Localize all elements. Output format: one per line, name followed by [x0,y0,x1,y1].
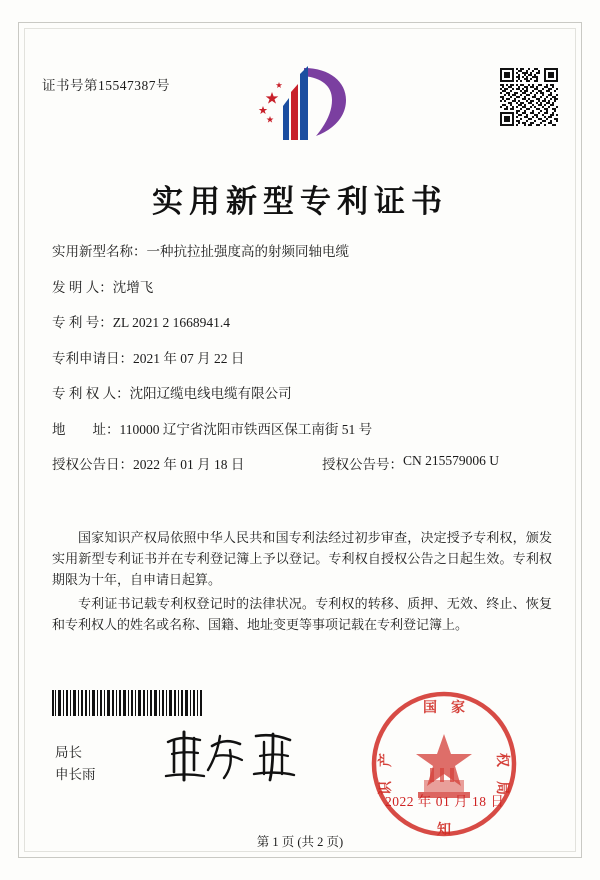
page-footer: 第 1 页 (共 2 页) [256,835,344,849]
field-row-name [52,240,552,260]
legal-text-block [52,527,552,638]
cnipa-logo-icon [246,62,354,146]
svg-text:国 家: 国 家 [423,701,465,716]
seal-date: 2022 年 01 月 18 日 [385,794,505,809]
barcode [52,690,202,716]
svg-text:权 局: 权 局 [494,753,509,795]
page-title: 实用新型专利证书 [152,184,448,219]
certificate-number: 证书号第15547387号 [42,78,170,93]
svg-text:识 产: 识 产 [379,753,394,795]
field-label-application-date: 专利申请日： [52,350,133,366]
field-value-inventor: 沈增飞 [112,279,154,295]
field-label-patent-number: 专 利 号： [52,315,113,330]
field-row-grant [52,453,552,473]
field-value-patent-number: ZL 2021 2 1668941.4 [112,315,230,330]
official-seal [368,688,520,840]
field-row-address [52,418,552,438]
field-value-patentee: 沈阳辽缆电线电缆有限公司 [129,386,292,401]
field-label-announcement-number: 授权公告号： [322,457,403,472]
field-value-utility-model-name: 一种抗拉扯强度高的射频同轴电缆 [146,244,349,259]
field-label-announcement-date: 授权公告日： [52,457,133,472]
field-row-application-date [52,347,552,367]
field-row-patentee [52,382,552,402]
signature-labels [55,742,96,786]
field-row-patent-number [52,311,552,331]
qr-code [500,68,558,126]
signature-role: 局长 [55,745,82,760]
handwritten-signature [160,726,300,788]
legal-paragraph-2: 专利证书记载专利权登记时的法律状况。专利权的转移、质押、无效、终止、恢复和专利权人的姓名或名称、国籍、地址变更等事项记载在专利登记簿上。 [52,596,552,632]
field-label-utility-model-name: 实用新型名称： [52,244,147,259]
field-value-application-date: 2021 年 07 月 22 日 [133,350,245,366]
field-label-patentee: 专 利 权 人： [52,386,130,401]
svg-text:知: 知 [437,823,451,838]
fields-block [52,240,552,489]
signature-name: 申长雨 [55,767,96,782]
field-label-address: 地 址： [52,421,120,437]
field-value-address: 110000 辽宁省沈阳市铁西区保工南街 51 号 [119,421,373,437]
field-row-inventor [52,276,552,296]
field-value-announcement-date: 2022 年 01 月 18 日 [133,457,245,472]
field-value-announcement-number: CN 215579006 U [403,453,500,468]
legal-paragraph-1: 国家知识产权局依照中华人民共和国专利法经过初步审查，决定授予专利权，颁发实用新型专利证书并在专利登记簿上予以登记。专利权自授权公告之日起生效。专利权期限为十年，自申请日起算。 [52,530,552,587]
field-label-inventor: 发 明 人： [52,279,113,295]
